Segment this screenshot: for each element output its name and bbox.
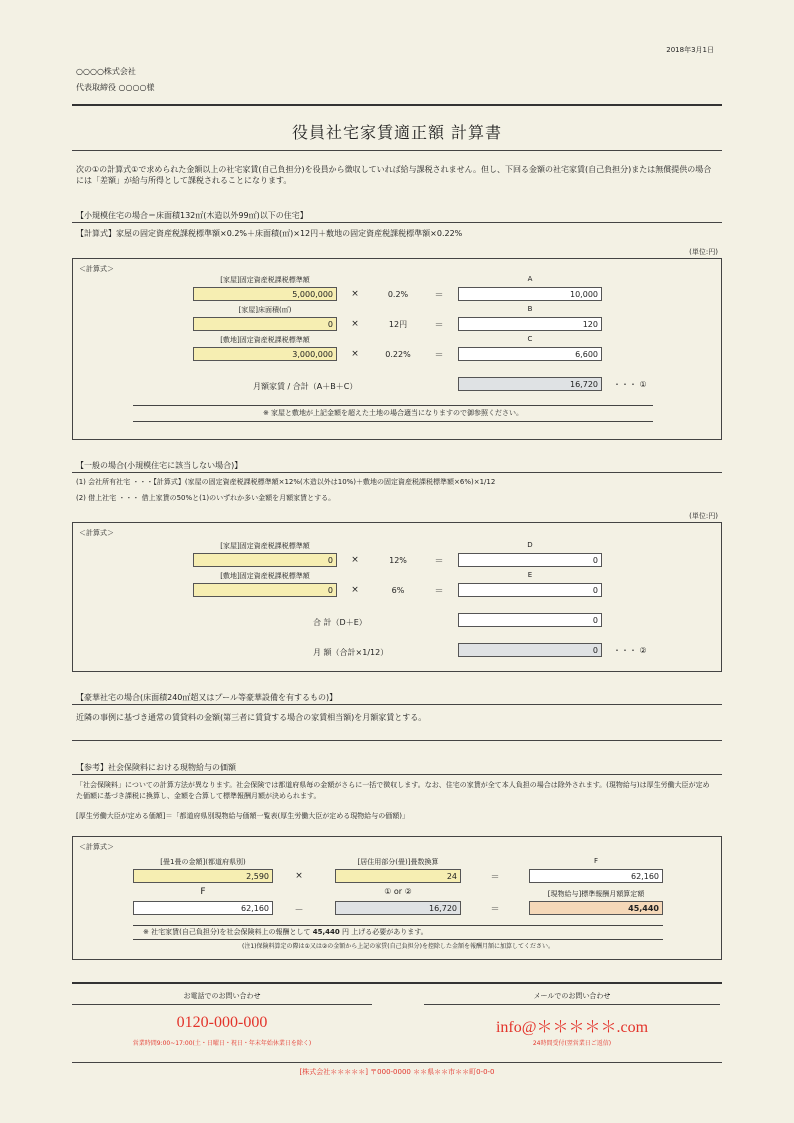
small-case-formula: 【計算式】家屋の固定資産税課税標準額×0.2%＋床面積(㎡)×12円＋敷地の固定資産税課税標準額×0.22%	[76, 229, 463, 238]
section-rule	[72, 222, 722, 223]
result-b-label: B	[527, 305, 533, 313]
land-tax-base-label: [敷地]固定資産税課税標準額	[220, 572, 310, 580]
phone-label: お電話でのお問い合わせ	[183, 992, 261, 1000]
tatami-price-input[interactable]: 2,590	[133, 869, 273, 883]
house-tax-base-label: [家屋]固定資産税課税標準額	[220, 276, 310, 284]
note-rule	[133, 939, 663, 940]
contact-rule	[424, 1004, 720, 1005]
equals-op: ＝	[434, 291, 444, 301]
times-op: ×	[351, 289, 359, 299]
result-b-field: 120	[458, 317, 602, 331]
general-line-1: (1) 会社所有社宅 ・・・【計算式】(家屋の固定資産税課税標準額×12%(木造以外は10%)＋敷地の固定資産税課税標準額×6%)×1/12	[76, 478, 496, 486]
minus-op: －	[294, 906, 304, 916]
monthly-field: 0	[458, 643, 602, 657]
reference-heading: 【参考】社会保険料における現物給与の価額	[76, 763, 236, 772]
equals-op: ＝	[490, 905, 500, 915]
floor-area-input[interactable]: 0	[193, 317, 337, 331]
rate-land: 6%	[391, 586, 405, 595]
times-op: ×	[351, 319, 359, 329]
note-rule	[133, 405, 653, 406]
rent-choice-label: ① or ②	[384, 887, 412, 896]
tatami-count-label: [居住用部分(畳)]畳数換算	[357, 858, 439, 866]
section-rule	[72, 472, 722, 473]
land-tax-base-input[interactable]: 0	[193, 583, 337, 597]
document-date: 2018年3月1日	[666, 46, 714, 54]
small-case-heading: 【小規模住宅の場合＝床面積132㎡(木造以外99㎡)以下の住宅】	[76, 211, 308, 220]
page-title: 役員社宅家賃適正額 計算書	[291, 123, 503, 142]
rate-floor: 12円	[388, 320, 408, 329]
unit-label: (単位:円)	[689, 512, 718, 520]
phone-number[interactable]: 0120-000-000	[176, 1014, 268, 1031]
note-rule	[133, 925, 663, 926]
calc-label: ＜計算式＞	[79, 265, 114, 273]
land-tax-base-label: [敷地]固定資産税課税標準額	[220, 336, 310, 344]
land-tax-base-input[interactable]: 3,000,000	[193, 347, 337, 361]
total-mark: ・・・ ①	[613, 380, 647, 389]
floor-area-label: [家屋]床面積(㎡)	[238, 306, 292, 314]
times-op: ×	[351, 349, 359, 359]
equals-op: ＝	[434, 321, 444, 331]
benefit-label: [現物給与]標準報酬月額算定額	[547, 890, 645, 898]
note-amount: 45,440	[312, 928, 340, 936]
calc-label: ＜計算式＞	[79, 843, 114, 851]
equals-op: ＝	[434, 351, 444, 361]
result-e-label: E	[527, 571, 533, 579]
result-d-label: D	[527, 541, 533, 549]
reference-note-1: ※ 社宅家賃(自己負担分)を社会保険料上の報酬として 45,440 円 上げる必要があります。	[143, 928, 428, 936]
luxury-case-text: 近隣の事例に基づき通常の賃貸料の金額(第三者に賃貸する場合の家賃相当額)を月額家賃とする。	[76, 713, 427, 722]
total-field: 16,720	[458, 377, 602, 391]
f-ref-label: F	[200, 887, 206, 897]
monthly-label: 月 額（合計×1/12）	[313, 648, 389, 657]
result-a-label: A	[527, 275, 533, 283]
recipient-company: ○○○○株式会社	[76, 67, 136, 76]
general-line-2: (2) 借上社宅 ・・・ 借上家賃の50%と(1)のいずれか多い金額を月額家賃とする。	[76, 494, 336, 502]
equals-op: ＝	[434, 557, 444, 567]
equals-op: ＝	[490, 873, 500, 883]
rate-land: 0.22%	[385, 350, 411, 359]
monthly-mark: ・・・ ②	[613, 646, 647, 655]
small-case-box	[72, 258, 722, 440]
small-case-note: ※ 家屋と敷地が上記金額を超えた土地の場合適当になりますので御参照ください。	[262, 409, 524, 417]
footer-rule	[72, 1062, 722, 1063]
mail-address[interactable]: info@＊＊＊＊＊.com	[495, 1019, 649, 1036]
times-op: ×	[351, 585, 359, 595]
result-a-field: 10,000	[458, 287, 602, 301]
result-c-label: C	[527, 335, 533, 343]
top-rule	[72, 104, 722, 106]
contact-rule	[72, 1004, 372, 1005]
total-label: 月額家賃 / 合計（A＋B＋C）	[253, 382, 358, 391]
section-rule	[72, 740, 722, 741]
result-d-field: 0	[458, 553, 602, 567]
calc-label: ＜計算式＞	[79, 529, 114, 537]
sum-label: 合 計（D＋E）	[313, 618, 367, 627]
reference-text: 「社会保険料」についての計算方法が異なります。社会保険では都道府県毎の金額がさらに一括で徴収します。なお、住宅の家賃が全て本人負担の場合は除外されます。(現物給与)は厚生労働大臣が定めた価額に基づき課税に換算し、金額を合算して標準報酬月額が決められます。	[76, 781, 710, 801]
recipient-person: 代表取締役 ○○○○様	[76, 83, 155, 92]
phone-hours: 営業時間9:00~17:00(土・日曜日・祝日・年末年始休業日を除く)	[132, 1040, 312, 1047]
contact-rule	[72, 982, 722, 984]
rent-choice-field: 16,720	[335, 901, 461, 915]
section-rule	[72, 704, 722, 705]
title-rule	[72, 150, 722, 151]
house-tax-base-input[interactable]: 0	[193, 553, 337, 567]
mail-label: メールでのお問い合わせ	[533, 992, 611, 1000]
rate-house: 12%	[389, 556, 407, 565]
house-tax-base-label: [家屋]固定資産税課税標準額	[220, 542, 310, 550]
result-e-field: 0	[458, 583, 602, 597]
house-tax-base-input[interactable]: 5,000,000	[193, 287, 337, 301]
equals-op: ＝	[434, 587, 444, 597]
reference-note-2: (注1)保険料算定の際は①又は②の金額から上記の家賃(自己負担分)を控除した金額を報酬月額に加算してください。	[242, 943, 554, 950]
f-ref-field: 62,160	[133, 901, 273, 915]
tatami-count-input[interactable]: 24	[335, 869, 461, 883]
benefit-field: 45,440	[529, 901, 663, 915]
rate-house: 0.2%	[387, 290, 409, 299]
section-rule	[72, 774, 722, 775]
note-rule	[133, 421, 653, 422]
sum-field: 0	[458, 613, 602, 627]
luxury-case-heading: 【豪華社宅の場合(床面積240㎡超又はプール等豪華設備を有するもの)】	[76, 693, 338, 702]
times-op: ×	[351, 555, 359, 565]
reference-formula: [厚生労働大臣が定める価額]＝「都道府県別現物給与価額一覧表(厚生労働大臣が定める現物給与の価額)」	[76, 812, 409, 820]
unit-label: (単位:円)	[689, 248, 718, 256]
result-f-label: F	[593, 857, 599, 865]
times-op: ×	[295, 871, 303, 881]
mail-hours: 24時間受付(翌営業日ご返信)	[532, 1040, 612, 1047]
result-f-field: 62,160	[529, 869, 663, 883]
general-case-box	[72, 522, 722, 672]
intro-text: 次の①の計算式①で求められた金額以上の社宅家賃(自己負担分)を役員から徴収していれば給与課税されません。但し、下回る金額の社宅家賃(自己負担分)または無償提供の場合には「差額」が給与所得として課税されることになります。	[76, 165, 712, 186]
footer-company: [株式会社＊＊＊＊＊] 〒000-0000 ＊＊県＊＊市＊＊町0-0-0	[299, 1068, 495, 1076]
reference-box	[72, 836, 722, 960]
result-c-field: 6,600	[458, 347, 602, 361]
tatami-price-label: [畳1畳の金額](都道府県別)	[160, 858, 246, 866]
general-case-heading: 【一般の場合(小規模住宅に該当しない場合)】	[76, 461, 243, 470]
